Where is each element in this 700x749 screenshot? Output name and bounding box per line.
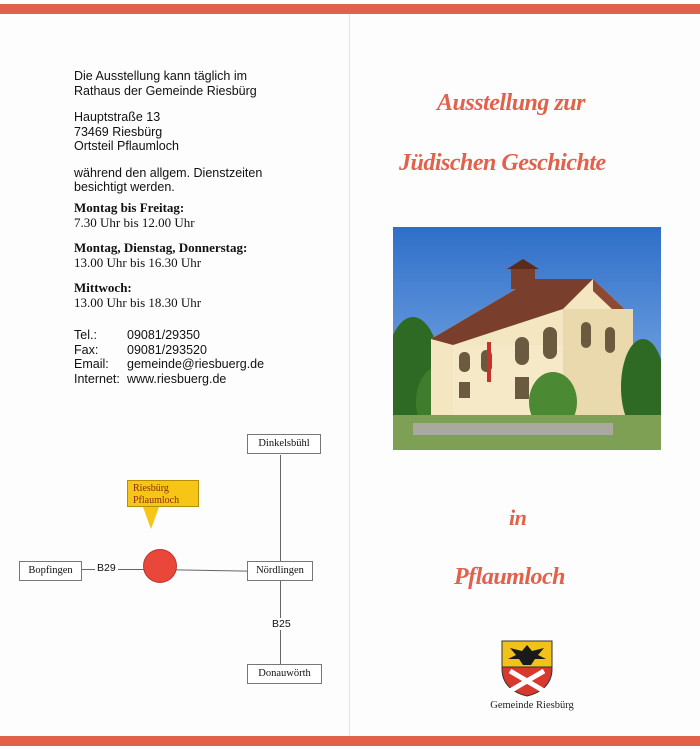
hours-label: Montag, Dienstag, Donnerstag: xyxy=(74,240,248,255)
top-stripe xyxy=(0,4,700,14)
opening-hours xyxy=(74,201,344,321)
road-label-b25: B25 xyxy=(272,618,291,630)
callout-pointer xyxy=(143,507,159,529)
road-label-b29: B29 xyxy=(97,562,116,574)
title-line-3: in xyxy=(509,505,527,530)
address-district: Ortsteil Pflaumloch xyxy=(74,139,179,153)
intro-line: Rathaus der Gemeinde Riesbürg xyxy=(74,83,257,98)
location-marker xyxy=(143,549,177,583)
city-dinkelsbuehl: Dinkelsbühl xyxy=(247,434,321,454)
contact-row-email xyxy=(74,357,264,372)
hours-block xyxy=(74,241,344,270)
contact-info xyxy=(74,328,264,387)
town-hall-photo xyxy=(393,227,661,450)
coat-caption: Gemeinde Riesbürg xyxy=(490,700,574,711)
location-callout xyxy=(127,480,199,507)
road-east xyxy=(176,569,248,571)
email-value[interactable]: gemeinde@riesbuerg.de xyxy=(127,357,265,372)
title-line-1: Ausstellung zur xyxy=(437,90,585,116)
web-value[interactable]: www.riesbuerg.de xyxy=(127,372,227,387)
address-city: 73469 Riesbürg xyxy=(74,124,163,139)
contact-row-tel xyxy=(74,328,264,343)
city-donauwoerth: Donauwörth xyxy=(247,664,322,684)
tel-value: 09081/29350 xyxy=(127,328,200,342)
city-bopfingen: Bopfingen xyxy=(19,561,82,581)
hours-time: 13.00 Uhr bis 16.30 Uhr xyxy=(74,254,202,270)
hours-label: Montag bis Freitag: xyxy=(74,200,185,215)
intro-note: besichtigt werden. xyxy=(74,180,175,194)
hours-block xyxy=(74,281,344,310)
contact-row-fax xyxy=(74,343,264,358)
email-label: Email: xyxy=(74,357,109,372)
callout-line: Riesbürg xyxy=(133,483,169,494)
intro-line: Die Ausstellung kann täglich im xyxy=(74,69,248,83)
title-line-4: Pflaumloch xyxy=(454,564,566,590)
address-street: Hauptstraße 13 xyxy=(74,110,161,124)
web-label: Internet: xyxy=(74,372,120,387)
fax-label: Fax: xyxy=(74,342,99,357)
hours-time: 13.00 Uhr bis 18.30 Uhr xyxy=(74,294,202,310)
hours-label: Mittwoch: xyxy=(74,280,132,295)
fax-value: 09081/293520 xyxy=(127,342,207,357)
callout-line: Pflaumloch xyxy=(133,495,180,506)
contact-row-web xyxy=(74,372,264,387)
intro-note: während den allgem. Dienstzeiten xyxy=(74,165,263,180)
hours-block xyxy=(74,201,344,230)
intro-text xyxy=(74,69,344,207)
city-noerdlingen: Nördlingen xyxy=(247,561,313,581)
title-line-2: Jüdischen Geschichte xyxy=(399,150,606,176)
bottom-stripe xyxy=(0,736,700,746)
hours-time: 7.30 Uhr bis 12.00 Uhr xyxy=(74,214,195,230)
coat-of-arms xyxy=(500,639,554,702)
tel-label: Tel.: xyxy=(74,328,97,342)
fold-line xyxy=(349,14,350,736)
